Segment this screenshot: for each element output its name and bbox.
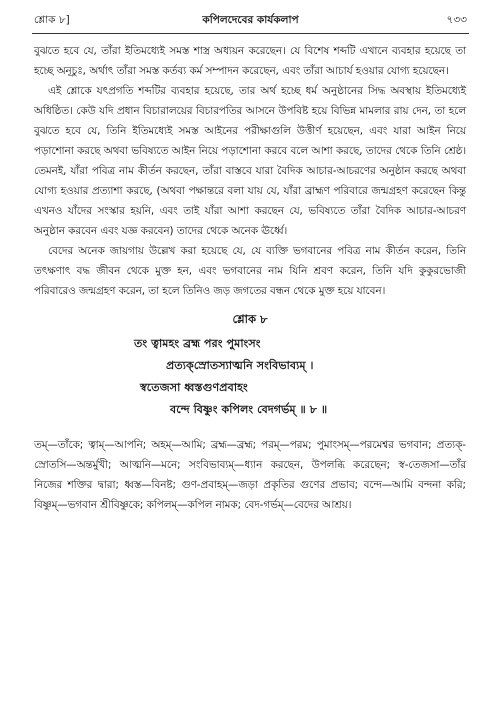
verse-line: বন্দে বিষ্ণুং কপিলং বেদগর্ভম্ ॥ ৮ ॥ [170,403,328,416]
running-header [34,11,467,29]
sanskrit-verse [34,333,466,421]
word-for-word-synonyms: তম্—তাঁকে; ত্বাম্—আপনি; অহম্—আমি; ব্রহ্ম—ব্রহ্ম; পরম্—পরম; পুমাংসম্—পরমেশ্বর ভগবান; প্রত্যক্-স্রোতসি—অন্তর্মুখী; আত্মনি—মনে; সংবিভাব্যম্—ধ্যান করছেন, উপলব্ধি করেছেন; স্ব-তেজসা—তাঁর নিজের শক্তির দ্বারা; ধ্বস্ত—বিনষ্ট; গুণ-প্রবাহম্—জড়া প্রকৃতির গুণের প্রভাব; বন্দে—আমি বন্দনা করি; বিষ্ণুম্—ভগবান শ্রীবিষ্ণুকে; কপিলম্—কপিল নামক; বেদ-গর্ভম্—বেদের আশ্রয়। [34,439,466,511]
verse-reference: শ্লোক ৮] [34,14,70,26]
chapter-title: কপিলদেবের কার্যকলাপ [202,14,299,26]
verse-line: প্রত্যক্‌স্রোতস্যাত্মনি সংবিভাব্যম্ । [166,359,314,372]
page-number: ৭৩৩ [446,14,467,26]
header-divider [32,33,469,34]
purport-paragraph-2: এই শ্লোকে যৎপ্রগতি শব্দটির ব্যবহার হয়েছে, তার অর্থ হচ্ছে ধর্ম অনুষ্ঠানের সিদ্ধ অবস্থায় ইতিমধ্যেই অধিষ্ঠিত। কেউ যদি প্রধান বিচারালয়ের বিচারপতির আসনে উপবিষ্ট হয়ে বিভিন্ন মামলার রায় দেন, তা হলে বুঝতে হবে যে, তিনি ইতিমধ্যেই সমস্ত আইনের পরীক্ষাগুলি উত্তীর্ণ হয়েছেন, এবং যারা আইন নিয়ে পড়াশোনা করছে অথবা ভবিষ্যতে আইন নিয়ে পড়াশোনা করবে বলে আশা করছে, তাদের থেকে তিনি শ্রেষ্ঠ। তেমনই, যাঁরা পবিত্র নাম কীর্তন করছেন, তাঁরা বাস্তবে যারা বৈদিক আচার-আচরণের অনুষ্ঠান করছে অথবা যোগ্য হওয়ার প্রত্যাশা করছে, (অথবা পক্ষান্তরে বলা যায় যে, যাঁরা ব্রাহ্মণ পরিবারে জন্মগ্রহণ করেছেন কিন্তু এখনও যাঁদের সংস্কার হয়নি, এবং তাই যাঁরা আশা করছেন যে, ভবিষ্যতে তাঁরা বৈদিক আচার-আচরণ অনুষ্ঠান করবেন এবং যজ্ঞ করবেন) তাদের থেকে অনেক ঊর্ধ্বে। [34,85,466,237]
page-body [34,41,466,525]
verse-line: স্বতেজসা ধ্বস্তগুণপ্রবাহং [140,381,248,394]
verse-heading: শ্লোক ৮ [232,312,268,326]
purport-paragraph-1: বুঝতে হবে যে, তাঁরা ইতিমধ্যেই সমস্ত শাস্ত্র অধ্যয়ন করেছেন। যে বিশেষ শব্দটি এখানে ব্যবহার হয়েছে তা হচ্ছে অনূচুঃ, অর্থাৎ তাঁরা সমস্ত কর্তব্য কর্ম সম্পাদন করেছেন, এবং তাঁরা আচার্য হওয়ার যোগ্য হয়েছেন। [34,45,466,77]
purport-paragraph-3: বেদের অনেক জায়গায় উল্লেখ করা হয়েছে যে, যে ব্যক্তি ভগবানের পবিত্র নাম কীর্তন করেন, তিনি তৎক্ষণাৎ বদ্ধ জীবন থেকে মুক্ত হন, এবং ভগবানের নাম যিনি শ্রবণ করেন, তিনি যদি কুকুরভোজী পরিবারেও জন্মগ্রহণ করেন, তা হলে তিনিও জড় জগতের বন্ধন থেকে মুক্ত হয়ে যাবেন। [34,245,466,297]
verse-line: তং ত্বামহং ব্রহ্ম পরং পুমাংসং [134,337,261,350]
